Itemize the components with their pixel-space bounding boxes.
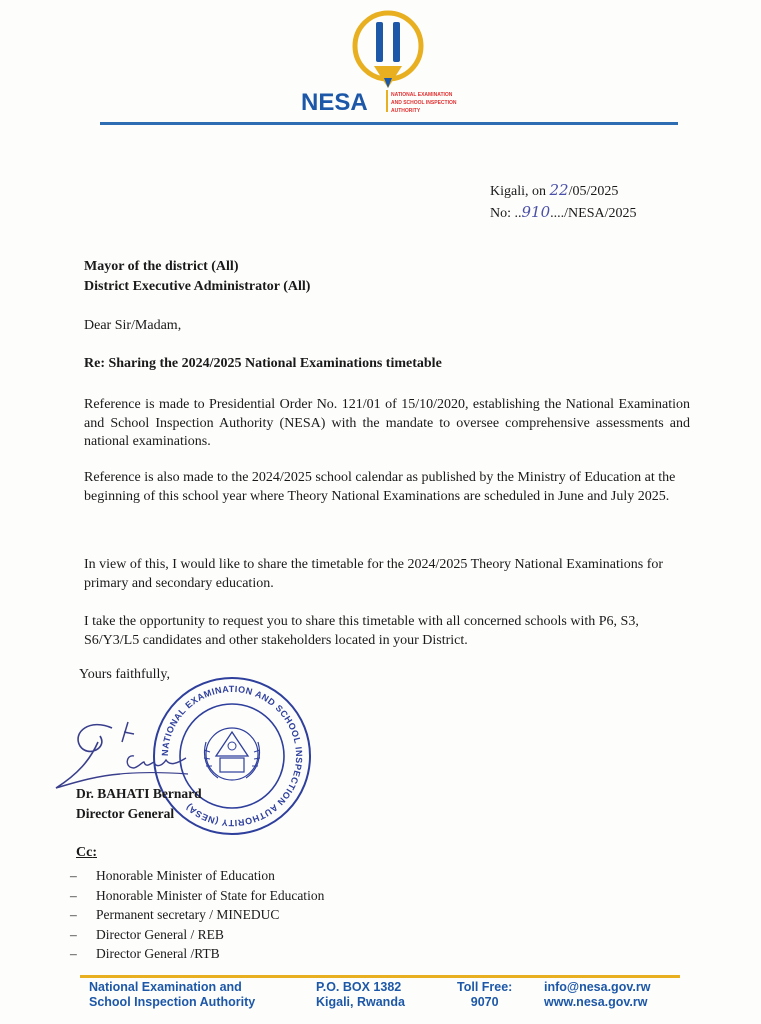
addressee-line-1: Mayor of the district (All): [84, 259, 239, 274]
salutation: Dear Sir/Madam,: [84, 318, 182, 333]
cc-item: – Director General /RTB: [68, 944, 324, 964]
cc-label: Cc:: [76, 845, 97, 860]
logo-wordmark: NESA: [301, 89, 368, 116]
footer-postal-address: P.O. BOX 1382 Kigali, Rwanda: [316, 980, 405, 1009]
cc-item: – Director General / REB: [68, 925, 324, 945]
body-paragraph-3: In view of this, I would like to share the timetable for the 2024/2025 Theory National Examinations for primary and secondary education.: [84, 557, 664, 591]
date-day-handwritten: 22: [549, 181, 569, 199]
signer-title: Director General: [76, 806, 175, 821]
closing-phrase: Yours faithfully,: [79, 667, 171, 682]
cc-item: – Permanent secretary / MINEDUC: [68, 905, 324, 925]
footer-website[interactable]: www.nesa.gov.rw: [544, 995, 648, 1009]
svg-text:AUTHORITY: AUTHORITY: [391, 108, 421, 114]
addressee-line-2: District Executive Administrator (All): [84, 279, 311, 294]
date-reference-block: [490, 180, 636, 224]
cc-item: – Honorable Minister of Education: [68, 866, 324, 886]
subject-line: Re: Sharing the 2024/2025 National Examinations timetable: [84, 356, 442, 371]
reference-line: No: ..910..../NESA/2025: [490, 203, 637, 221]
footer-toll-free: Toll Free: 9070: [457, 980, 513, 1009]
svg-text:AND SCHOOL INSPECTION: AND SCHOOL INSPECTION: [391, 100, 457, 106]
svg-text:NATIONAL EXAMINATION: NATIONAL EXAMINATION: [391, 92, 453, 98]
footer-contact: [544, 980, 650, 1010]
reference-number-handwritten: 910: [521, 203, 551, 221]
cc-item: – Honorable Minister of State for Education: [68, 886, 324, 906]
body-paragraph-4: I take the opportunity to request you to share this timetable with all concerned schools with P6, S3, S6/Y3/L5 candidates and other stakeholders located in your District.: [84, 614, 639, 648]
body-paragraph-2: Reference is also made to the 2024/2025 school calendar as published by the Ministry of Education at the beginning of this school year where Theory National Examinations are scheduled in June and July 2025.: [84, 470, 676, 504]
header-divider: [100, 122, 678, 125]
seal-text: NATIONAL EXAMINATION AND SCHOOL INSPECTION AUTHORITY (NESA): [159, 683, 305, 829]
footer-organization: National Examination and School Inspection Authority: [89, 980, 256, 1009]
addressee-block: [84, 257, 310, 297]
date-line: Kigali, on 22/05/2025: [490, 181, 619, 199]
cc-list: [68, 866, 324, 964]
body-paragraph-1: Reference is made to Presidential Order No. 121/01 of 15/10/2020, establishing the National Examination and School Inspection Authority (NESA) with the mandate to oversee comprehensive assessments and national examinations.: [84, 397, 690, 449]
footer-email[interactable]: info@nesa.gov.rw: [544, 980, 651, 994]
signer-name: Dr. BAHATI Bernard: [76, 786, 202, 801]
footer-divider: [80, 975, 680, 978]
nesa-logo: [298, 8, 488, 116]
